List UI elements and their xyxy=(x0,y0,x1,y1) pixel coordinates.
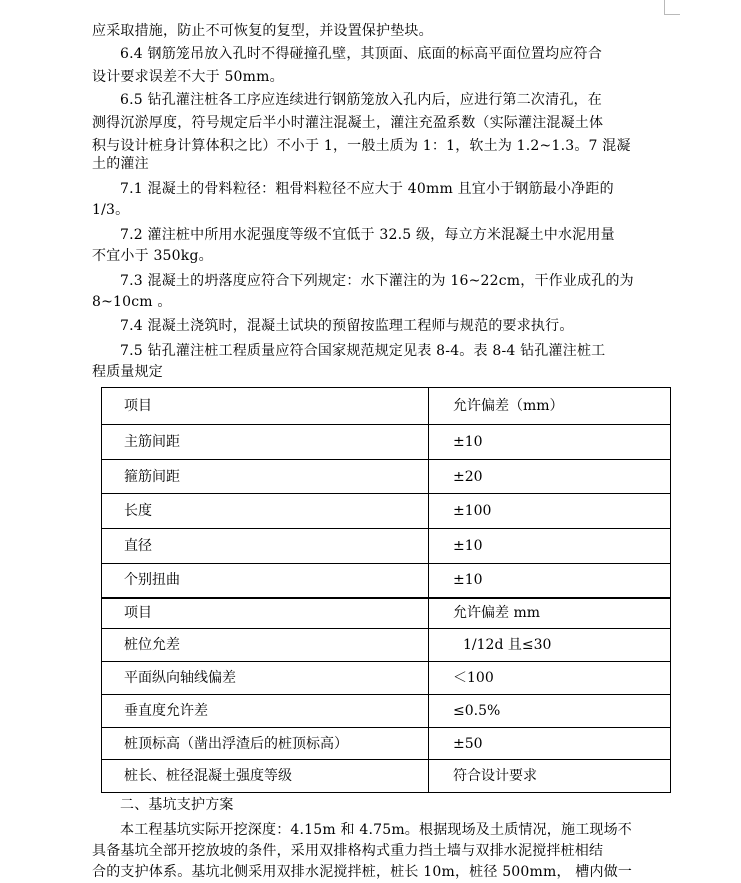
table-cell: ≤0.5% xyxy=(429,695,671,728)
table-cell: 桩顶标高（凿出浮渣后的桩顶标高） xyxy=(102,728,429,760)
paragraph-line: 7.5 钻孔灌注桩工程质量应符合国家规范规定见表 8-4。表 8-4 钻孔灌注桩工 xyxy=(120,343,606,359)
table-cell: 符合设计要求 xyxy=(429,760,671,793)
table-cell: ±10 xyxy=(429,425,671,460)
paragraph-line: 7.4 混凝土浇筑时，混凝土试块的预留按监理工程师与规范的要求执行。 xyxy=(120,318,574,334)
table-row xyxy=(102,425,671,460)
table-cell: 直径 xyxy=(102,529,429,564)
table-cell: 允许偏差 mm xyxy=(429,598,671,629)
table-row xyxy=(102,662,671,695)
table-cell: 1/12d 且≤30 xyxy=(429,629,671,662)
table-cell: 个别扭曲 xyxy=(102,564,429,598)
table-cell: ±10 xyxy=(429,529,671,564)
paragraph-line: 7.3 混凝土的坍落度应符合下列规定：水下灌注的为 16~22cm，干作业成孔的为 xyxy=(120,273,634,289)
table-cell: 箍筋间距 xyxy=(102,460,429,494)
table-row xyxy=(102,529,671,564)
table-cell: 允许偏差（mm） xyxy=(429,388,671,425)
table-row xyxy=(102,564,671,598)
paragraph-line: 具备基坑全部开挖放坡的条件，采用双排格构式重力挡土墙与双排水泥搅拌桩相结 xyxy=(92,843,604,859)
table-cell: ＜100 xyxy=(429,662,671,695)
table-cell: 垂直度允许差 xyxy=(102,695,429,728)
table-cell: 主筋间距 xyxy=(102,425,429,460)
table-cell: ±10 xyxy=(429,564,671,598)
table-cell: 长度 xyxy=(102,494,429,529)
table-row xyxy=(102,629,671,662)
paragraph-line: 程质量规定 xyxy=(92,364,163,380)
table-cell: 项目 xyxy=(102,598,429,629)
table-row xyxy=(102,695,671,728)
paragraph-line: 设计要求误差不大于 50mm。 xyxy=(92,69,284,85)
paragraph-line: 应采取措施，防止不可恢复的复型，并设置保护垫块。 xyxy=(92,23,433,39)
paragraph-line: 6.4 钢筋笼吊放入孔时不得碰撞孔壁，其顶面、底面的标高平面位置均应符合 xyxy=(120,46,602,62)
paragraph-line: 积与设计桩身计算体积之比）不小于 1，一般土质为 1：1，软土为 1.2~1.3。7 混凝 xyxy=(92,138,631,154)
table-cell: 桩位允差 xyxy=(102,629,429,662)
paragraph-line: 测得沉淤厚度，符号规定后半小时灌注混凝土，灌注充盈系数（实际灌注混凝土体 xyxy=(92,115,604,131)
table-cell: ±100 xyxy=(429,494,671,529)
table-header-row xyxy=(102,388,671,425)
section-heading: 二、基坑支护方案 xyxy=(120,797,234,813)
paragraph-line: 7.2 灌注桩中所用水泥强度等级不宜低于 32.5 级，每立方米混凝土中水泥用量 xyxy=(120,227,615,243)
table-cell: 项目 xyxy=(102,388,429,425)
table-row xyxy=(102,760,671,793)
table-cell: ±20 xyxy=(429,460,671,494)
paragraph-line: 6.5 钻孔灌注桩各工序应连续进行钢筋笼放入孔内后，应进行第二次清孔，在 xyxy=(120,92,602,108)
page-corner-mark xyxy=(664,0,680,15)
table-cell: ±50 xyxy=(429,728,671,760)
table-header-row xyxy=(102,598,671,629)
paragraph-line: 合的支护体系。基坑北侧采用双排水泥搅拌桩，桩长 10m，桩径 500mm， 槽内做一 xyxy=(92,864,633,880)
paragraph-line: 8~10cm 。 xyxy=(92,294,172,310)
paragraph-line: 不宜小于 350kg。 xyxy=(92,248,213,264)
paragraph-line: 1/3。 xyxy=(92,202,130,218)
table-cell: 桩长、桩径混凝土强度等级 xyxy=(102,760,429,793)
table-row xyxy=(102,494,671,529)
paragraph-line: 本工程基坑实际开挖深度：4.15m 和 4.75m。根据现场及土质情况，施工现场不 xyxy=(120,822,632,838)
table-row xyxy=(102,728,671,760)
table-cell: 平面纵向轴线偏差 xyxy=(102,662,429,695)
table-row xyxy=(102,460,671,494)
quality-table xyxy=(101,387,671,793)
paragraph-line: 7.1 混凝土的骨料粒径：粗骨料粒径不应大于 40mm 且宜小于钢筋最小净距的 xyxy=(120,181,614,197)
paragraph-line: 土的灌注 xyxy=(92,156,149,172)
